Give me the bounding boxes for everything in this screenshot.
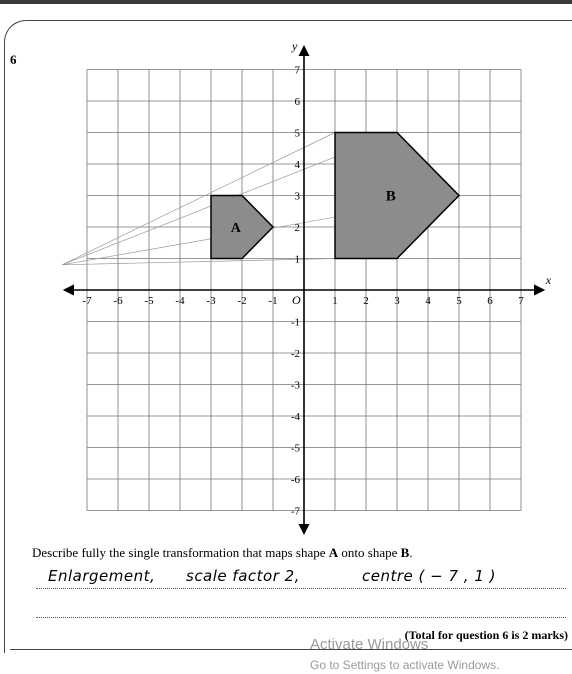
prompt-text: Describe fully the single transformation that maps shape [32, 545, 329, 560]
bottom-rule [10, 649, 572, 650]
question-prompt [32, 545, 413, 561]
x-tick-label: 5 [456, 295, 462, 307]
y-tick-label: -1 [290, 316, 300, 329]
answer-line-2 [36, 617, 566, 618]
answer-line-1 [36, 588, 566, 589]
shape-a-label: A [230, 221, 241, 236]
shape-b [335, 133, 459, 259]
x-axis-label: x [545, 273, 552, 287]
y-tick-label: -4 [290, 411, 300, 423]
x-tick-label: 2 [363, 295, 369, 307]
y-tick-label: 7 [294, 64, 300, 77]
prompt-text-middle: onto shape [338, 545, 401, 560]
x-tick-label: 4 [425, 295, 431, 307]
answer-part-3: centre ( − 7 , 1 ) [362, 567, 496, 585]
x-tick-label: 3 [394, 295, 400, 307]
origin-label: O [292, 293, 301, 307]
watermark-subtitle: Go to Settings to activate Windows. [310, 658, 500, 672]
x-tick-label: 7 [518, 295, 524, 307]
x-tick-label: -1 [268, 295, 278, 307]
y-tick-label: -3 [290, 379, 300, 392]
x-tick-label: -4 [175, 295, 185, 307]
shape-a [211, 196, 273, 259]
total-marks: (Total for question 6 is 2 marks) [404, 628, 568, 642]
y-tick-label: 2 [294, 222, 300, 234]
y-tick-label: 6 [294, 96, 300, 108]
y-tick-label: -2 [290, 348, 300, 360]
question-number: 6 [10, 52, 17, 67]
x-tick-label: 6 [487, 295, 493, 307]
x-tick-label: -2 [237, 295, 247, 307]
answer-part-2: scale factor 2, [186, 567, 300, 585]
x-tick-label: -5 [144, 295, 154, 307]
y-tick-label: -5 [290, 442, 300, 455]
shape-b-label: B [385, 188, 396, 205]
y-tick-label: 1 [294, 253, 300, 266]
x-tick-label: -6 [113, 295, 123, 307]
y-tick-label: 3 [294, 190, 300, 203]
y-tick-label: -6 [290, 474, 300, 486]
prompt-shape-a: A [328, 545, 339, 560]
watermark-title: Activate Windows [310, 636, 429, 653]
y-tick-label: 4 [294, 159, 300, 171]
prompt-shape-b: B [400, 545, 410, 560]
x-tick-label: -7 [82, 295, 92, 307]
y-axis-label: y [292, 38, 298, 53]
y-tick-label: 5 [294, 127, 300, 140]
prompt-text-end: . [409, 545, 413, 560]
x-tick-label: 1 [332, 295, 338, 307]
x-tick-label: -3 [206, 295, 216, 307]
y-tick-label: -7 [290, 505, 300, 518]
answer-part-1: Enlargement, [48, 567, 156, 585]
